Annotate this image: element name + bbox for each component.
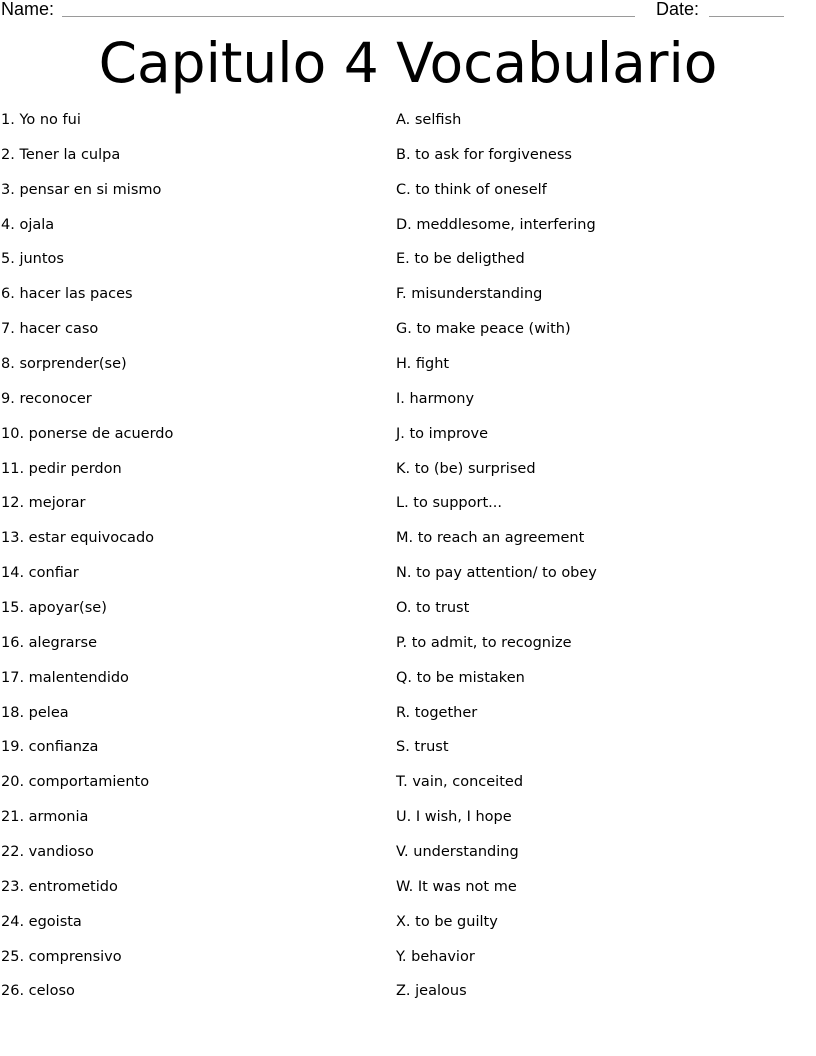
term-item: 14. confiar [1,565,79,582]
term-item: 26. celoso [1,983,75,1000]
definition-item: Q. to be mistaken [396,669,525,686]
definition-item: O. to trust [396,600,470,617]
definition-item: F. misunderstanding [396,286,543,303]
definition-item: C. to think of oneself [396,181,547,198]
term-item: 5. juntos [1,251,64,268]
date-blank-line [709,16,784,17]
definition-item: Z. jealous [396,983,467,1000]
definition-item: W. It was not me [396,878,517,895]
name-blank-line [62,16,635,17]
definition-item: B. to ask for forgiveness [396,146,572,163]
definition-item: S. trust [396,739,449,756]
term-item: 9. reconocer [1,390,92,407]
definition-item: U. I wish, I hope [396,809,512,826]
term-item: 17. malentendido [1,669,129,686]
definition-item: R. together [396,704,478,721]
term-item: 10. ponerse de acuerdo [1,425,174,442]
definition-item: Y. behavior [396,948,475,965]
worksheet-title: Capitulo 4 Vocabulario [98,31,718,95]
term-item: 2. Tener la culpa [1,146,121,163]
term-item: 22. vandioso [1,844,94,861]
definitions-column [396,110,597,1016]
definition-item: N. to pay attention/ to obey [396,565,597,582]
term-item: 15. apoyar(se) [1,600,107,617]
definition-item: E. to be deligthed [396,251,525,268]
definition-item: D. meddlesome, interfering [396,216,596,233]
term-item: 11. pedir perdon [1,460,122,477]
definition-item: K. to (be) surprised [396,460,536,477]
term-item: 19. confianza [1,739,99,756]
term-item: 8. sorprender(se) [1,356,127,373]
definition-item: T. vain, conceited [396,774,524,791]
definition-item: A. selfish [396,112,462,128]
terms-column [1,110,173,1016]
worksheet-header [0,0,816,24]
definition-item: J. to improve [396,425,489,442]
definition-item: P. to admit, to recognize [396,634,572,651]
term-item: 3. pensar en si mismo [1,181,162,198]
definition-item: L. to support... [396,495,502,512]
date-label: Date: [656,0,700,19]
term-item: 7. hacer caso [1,321,99,338]
term-item: 18. pelea [1,704,69,721]
definition-item: M. to reach an agreement [396,530,585,547]
definition-item: I. harmony [396,390,475,407]
term-item: 6. hacer las paces [1,286,133,303]
term-item: 16. alegrarse [1,634,97,651]
definition-item: G. to make peace (with) [396,321,571,338]
term-item: 25. comprensivo [1,948,122,965]
name-label: Name: [1,0,55,19]
definition-item: X. to be guilty [396,913,498,930]
term-item: 4. ojala [1,216,55,233]
term-item: 1. Yo no fui [1,112,81,128]
term-item: 13. estar equivocado [1,530,155,547]
term-item: 20. comportamiento [1,774,150,791]
term-item: 23. entrometido [1,878,118,895]
definition-item: H. fight [396,356,450,373]
term-item: 21. armonia [1,809,89,826]
term-item: 12. mejorar [1,495,86,512]
definition-item: V. understanding [396,844,519,861]
term-item: 24. egoista [1,913,82,930]
